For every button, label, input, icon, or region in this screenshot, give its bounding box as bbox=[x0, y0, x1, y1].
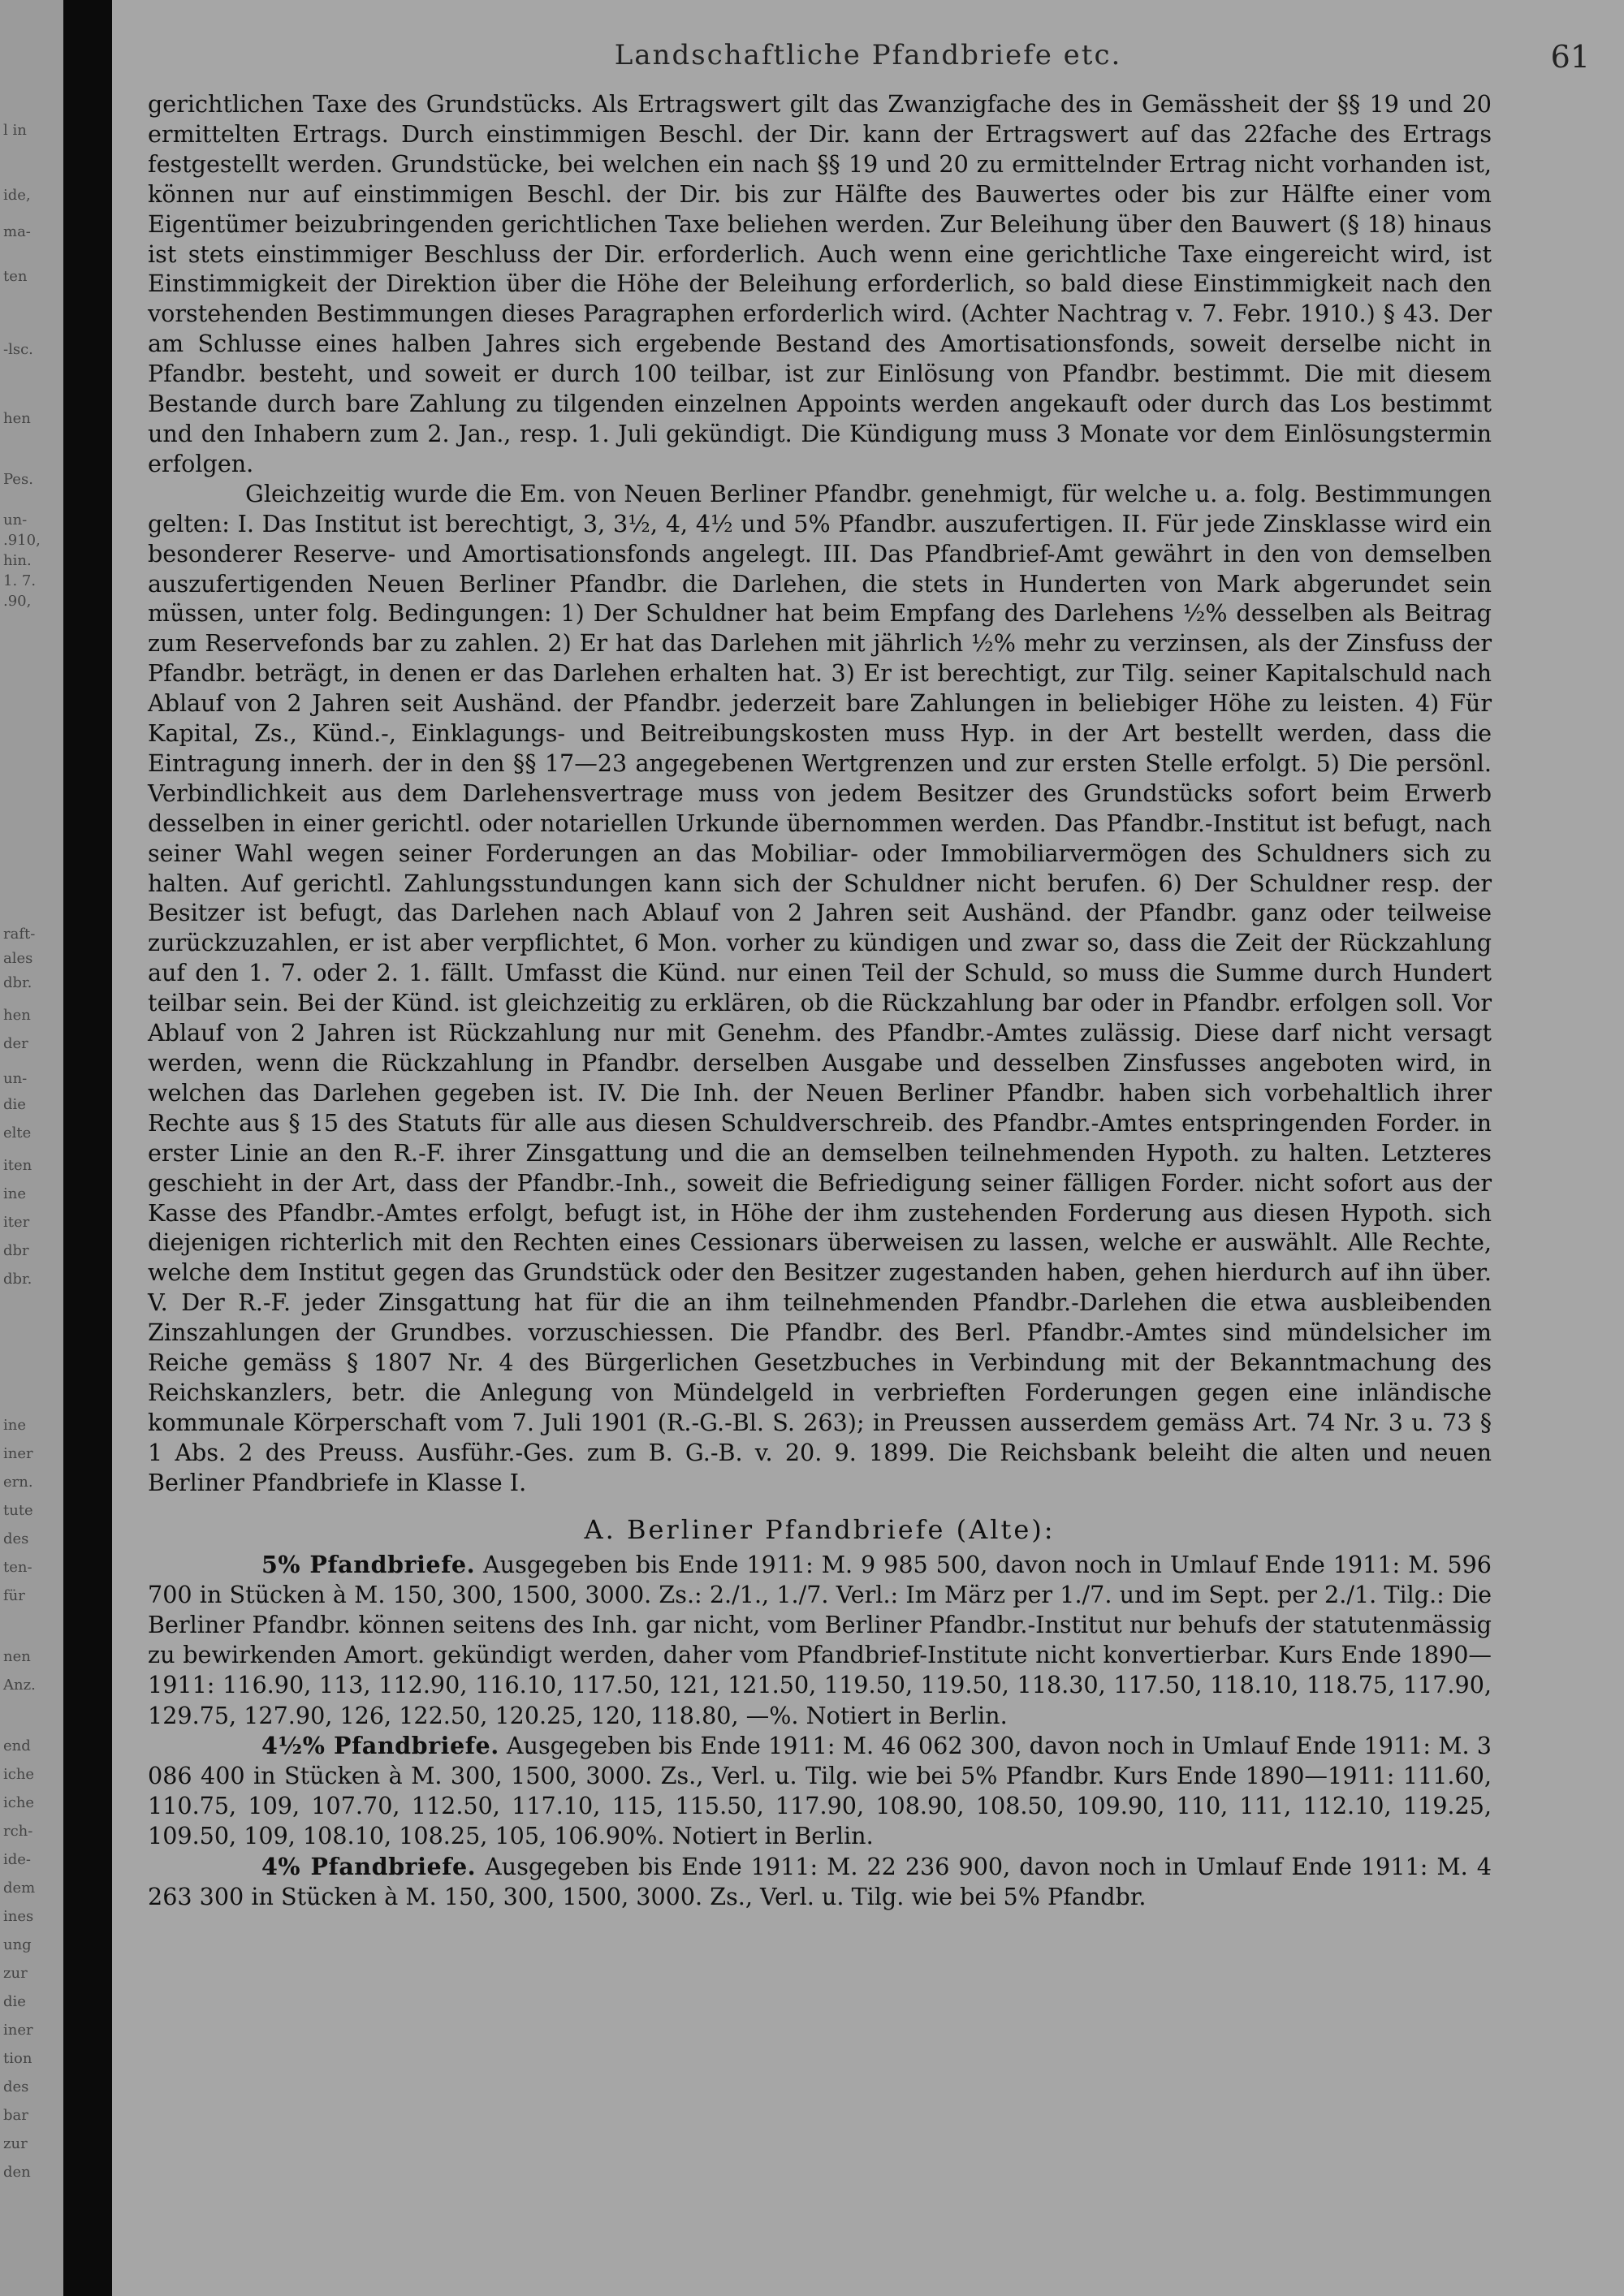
entry-lead: 4% Pfandbriefe. bbox=[261, 1852, 477, 1880]
previous-page-fragment: .910, bbox=[3, 532, 41, 549]
body-paragraph-continued: gerichtlichen Taxe des Grundstücks. Als Ertragswert gilt das Zwanzigfache des in Gemässheit der §§ 19 und 20 ermittelten Ertrags. Durch einstimmigen Beschl. der Dir. kann der Ertragswert auf das 22fache des Ertrags festgestellt werden. Grundstücke, bei welchen ein nach §§ 19 und 20 zu ermittelnder Ertrag nicht vorhanden ist, können nur auf einstimmigen Beschl. der Dir. bis zur Hälfte des Bauwertes oder bis zur Hälfte einer vom Eigentümer beizubringenden gerichtlichen Taxe beliehen werden. Zur Beleihung über den Bauwert (§ 18) hinaus ist stets einstimmiger Beschluss der Dir. erforderlich. Auch wenn eine gerichtliche Taxe eingereicht wird, ist Einstimmigkeit der Direktion über die Höhe der Beleihung erforderlich, so bald diese Einstimmigkeit nach den vorstehenden Bestimmungen dieses Paragraphen erforderlich wird. (Achter Nachtrag v. 7. Febr. 1910.) § 43. Der am Schlusse eines halben Jahres sich ergebende Bestand des Amortisationsfonds, soweit derselbe nicht in Pfandbr. besteht, und soweit er durch 100 teilbar, ist zur Einlösung von Pfandbr. bestimmt. Die mit diesem Bestande durch bare Zahlung zu tilgenden einzelnen Appoints werden angekauft oder durch das Los bestimmt und den Inhabern zum 2. Jan., resp. 1. Juli gekündigt. Die Kündigung muss 3 Monate vor dem Einlösungstermin erfolgen. bbox=[148, 90, 1492, 477]
previous-page-fragment: dbr. bbox=[3, 1271, 32, 1288]
previous-page-fragment: zur bbox=[3, 1965, 28, 1982]
previous-page-fragment: die bbox=[3, 1993, 26, 2010]
previous-page-fragment: tion bbox=[3, 2050, 32, 2067]
previous-page-fragment: für bbox=[3, 1587, 25, 1604]
entry-text: Ausgegeben bis Ende 1911: M. 46 062 300, davon noch in Umlauf Ende 1911: M. 3 086 400 in Stücken à M. 300, 1500, 3000. Zs., Verl. u. Tilg. wie bei 5% Pfandbr. Kurs Ende 1890—1911: 111.60, 110.75, 109, 107.70, 112.50, 117.10, 115, 115.50, 117.90, 108.90, 108.50, 109.90, 110, 111, 112.10, 119.25, 109.50, 109, 108.10, 108.25, 105, 106.90%. Notiert in Berlin. bbox=[148, 1731, 1492, 1850]
section-heading: A. Berliner Pfandbriefe (Alte): bbox=[584, 1513, 1056, 1545]
previous-page-fragment: zur bbox=[3, 2135, 28, 2152]
previous-page-fragment: des bbox=[3, 1530, 29, 1547]
previous-page-fragment: bar bbox=[3, 2107, 28, 2124]
previous-page-fragment: un- bbox=[3, 511, 28, 529]
previous-page-fragment: ung bbox=[3, 1936, 32, 1953]
previous-page-fragment: ten bbox=[3, 268, 28, 285]
previous-page-fragment: des bbox=[3, 2078, 29, 2095]
previous-page-fragment: iter bbox=[3, 1214, 30, 1231]
page-header bbox=[112, 39, 1624, 80]
previous-page-fragment: .90, bbox=[3, 593, 32, 610]
previous-page-fragment: iner bbox=[3, 1445, 33, 1462]
previous-page-fragment: ine bbox=[3, 1185, 27, 1202]
previous-page-fragment: dbr bbox=[3, 1242, 29, 1259]
previous-page-fragment: ide- bbox=[3, 1851, 32, 1868]
previous-page-fragment: hen bbox=[3, 1007, 31, 1024]
previous-page-fragment: die bbox=[3, 1096, 26, 1113]
previous-page-fragment: ma- bbox=[3, 223, 31, 240]
body-paragraph-neue-pfandbriefe: Gleichzeitig wurde die Em. von Neuen Berliner Pfandbr. genehmigt, für welche u. a. folg. Bestimmungen gelten: I. Das Institut ist berechtigt, 3, 3½, 4, 4½ und 5% Pfandbr. auszufertigen. II. Für jede Zinsklasse wird ein besonderer Reserve- und Amortisationsfonds angelegt. III. Das Pfandbrief-Amt gewährt in den von demselben auszufertigenden Neuen Berliner Pfandbr. die Darlehen, die stets in Hunderten von Mark abgerundet sein müssen, unter folg. Bedingungen: 1) Der Schuldner hat beim Empfang des Darlehens ½% desselben als Beitrag zum Reservefonds bar zu zahlen. 2) Er hat das Darlehen mit jährlich ½% mehr zu verzinsen, als der Zinsfuss der Pfandbr. beträgt, in denen er das Darlehen erhalten hat. 3) Er ist berechtigt, zur Tilg. seiner Kapitalschuld nach Ablauf von 2 Jahren seit Aushänd. der Pfandbr. jederzeit bare Zahlungen in beliebiger Höhe zu leisten. 4) Für Kapital, Zs., Künd.-, Einklagungs- und Beitreibungskosten muss Hyp. in der Art bestellt werden, dass die Eintragung innerh. der in den §§ 17—23 angegebenen Wertgrenzen und zur ersten Stelle erfolgt. 5) Die persönl. Verbindlichkeit aus dem Darlehensvertrage muss von jedem Besitzer des Grundstücks sofort beim Erwerb desselben in einer gerichtl. oder notariellen Urkunde übernommen werden. Das Pfandbr.-Institut ist befugt, nach seiner Wahl wegen seiner Forderungen an das Mobiliar- oder Immobiliarvermögen des Schuldners sich zu halten. Auf gerichtl. Zahlungsstundungen kann sich der Schuldner nicht berufen. 6) Der Schuldner resp. der Besitzer ist befugt, das Darlehen nach Ablauf von 2 Jahren seit Aushänd. der Pfandbr. ganz oder teilweise zurückzuzahlen, er ist aber verpflichtet, 6 Mon. vorher zu kündigen und zwar so, dass die Zeit der Rückzahlung auf den 1. 7. oder 2. 1. fällt. Umfasst die Künd. nur einen Teil der Schuld, so muss die Summe durch Hundert teilbar sein. Bei der Künd. ist gleichzeitig zu erklären, ob die Rückzahlung bar oder in Pfandbr. erfolgen soll. Vor Ablauf von 2 Jahren ist Rückzahlung nur mit Genehm. des Pfandbr.-Amtes zulässig. Diese darf nicht versagt werden, wenn die Rückzahlung in Pfandbr. derselben Ausgabe und desselben Zinsfusses angeboten wird, in welchen das Darlehen gegeben ist. IV. Die Inh. der Neuen Berliner Pfandbr. haben sich vorbehaltlich ihrer Rechte aus § 15 des Statuts für alle aus diesen Schuldverschreib. des Pfandbr.-Amtes entspringenden Forder. in erster Linie an den R.-F. ihrer Zinsgattung und die an demselben teilnehmenden Hypoth. zu halten. Letzteres geschieht in der Art, dass der Pfandbr.-Inh., soweit die Befriedigung seiner fälligen Forder. nicht sofort aus der Kasse des Pfandbr.-Amtes erfolgt, befugt ist, in Höhe der ihm zustehenden Forderung aus diesen Hypoth. sich diejenigen richterlich mit den Rechten eines Cessionars überweisen zu lassen, welche er auswählt. Alle Rechte, welche dem Institut gegen das Grundstück oder den Besitzer zugestanden haben, gehen hierdurch auf ihn über. V. Der R.-F. jeder Zinsgattung hat für die an ihm teilnehmenden Pfandbr.-Darlehen die etwa ausbleibenden Zinszahlungen der Grundbes. vorzuschiessen. Die Pfandbr. des Berl. Pfandbr.-Amtes sind mündelsicher im Reiche gemäss § 1807 Nr. 4 des Bürgerlichen Gesetzbuches in Verbindung mit der Bekanntmachung des Reichskanzlers, betr. die Anlegung von Mündelgeld in verbrieften Forderungen gegen eine inländische kommunale Körperschaft vom 7. Juli 1901 (R.-G.-Bl. S. 263); in Preussen ausserdem gemäss Art. 74 Nr. 3 u. 73 § 1 Abs. 2 des Preuss. Ausführ.-Ges. zum B. G.-B. v. 20. 9. 1899. Die Reichsbank beleiht die alten und neuen Berliner Pfandbriefe in Klasse I. bbox=[148, 479, 1492, 1496]
previous-page-fragment: un- bbox=[3, 1070, 28, 1087]
previous-page-fragment: nen bbox=[3, 1648, 31, 1665]
previous-page-fragment: l in bbox=[3, 122, 27, 139]
book-page bbox=[112, 0, 1624, 2296]
previous-page-fragment: der bbox=[3, 1035, 28, 1052]
entry-text: Ausgegeben bis Ende 1911: M. 9 985 500, davon noch in Umlauf Ende 1911: M. 596 700 in Stücken à M. 150, 300, 1500, 3000. Zs.: 2./1., 1./7. Verl.: Im März per 1./7. und im Sept. per 2./1. Tilg.: Die Berliner Pfandbr. können seitens des Inh. gar nicht, vom Berliner Pfandbr.-Institut nur behufs der statutenmässig zu bewirkenden Amort. gekündigt werden, daher vom Pfandbrief-Institute nicht konvertierbar. Kurs Ende 1890—1911: 116.90, 113, 112.90, 116.10, 117.50, 121, 121.50, 119.50, 119.50, 118.30, 117.50, 118.10, 118.75, 117.90, 129.75, 127.90, 126, 122.50, 120.25, 120, 118.80, —%. Notiert in Berlin. bbox=[148, 1550, 1492, 1729]
previous-page-fragment: ine bbox=[3, 1417, 27, 1434]
previous-page-fragment: 1. 7. bbox=[3, 572, 37, 589]
previous-page-fragment: Pes. bbox=[3, 471, 33, 488]
entry-lead: 4½% Pfandbriefe. bbox=[261, 1731, 499, 1759]
page-body bbox=[148, 89, 1492, 1912]
previous-page-fragment: iner bbox=[3, 2022, 33, 2039]
previous-page-fragment: tute bbox=[3, 1502, 33, 1519]
previous-page-fragment: end bbox=[3, 1737, 31, 1754]
previous-page-fragment: rch- bbox=[3, 1823, 33, 1840]
previous-page-fragment: iten bbox=[3, 1157, 32, 1174]
previous-page-fragment: iche bbox=[3, 1794, 35, 1811]
previous-page-fragment: ales bbox=[3, 950, 33, 967]
previous-page-fragment: raft- bbox=[3, 926, 36, 943]
page-number: 61 bbox=[1550, 39, 1590, 75]
previous-page-fragment: elte bbox=[3, 1124, 32, 1142]
entry-5-percent bbox=[148, 1550, 1492, 1731]
previous-page-fragment: ide, bbox=[3, 187, 31, 204]
book-gutter bbox=[63, 0, 112, 2296]
previous-page-fragment: ten- bbox=[3, 1559, 32, 1576]
running-head: Landschaftliche Pfandbriefe etc. bbox=[614, 39, 1122, 71]
previous-page-edge bbox=[0, 0, 63, 2296]
entry-text: Ausgegeben bis Ende 1911: M. 22 236 900, davon noch in Umlauf Ende 1911: M. 4 263 300 in Stücken à M. 150, 300, 1500, 3000. Zs., Verl. u. Tilg. wie bei 5% Pfandbr. bbox=[148, 1852, 1492, 1910]
previous-page-fragment: ern. bbox=[3, 1474, 33, 1491]
previous-page-fragment: den bbox=[3, 2164, 31, 2181]
entry-4-5-percent bbox=[148, 1731, 1492, 1852]
previous-page-fragment: iche bbox=[3, 1766, 35, 1783]
previous-page-fragment: ines bbox=[3, 1908, 34, 1925]
previous-page-fragment: hin. bbox=[3, 552, 32, 569]
entry-lead: 5% Pfandbriefe. bbox=[261, 1550, 476, 1578]
previous-page-fragment: Anz. bbox=[3, 1677, 36, 1694]
previous-page-fragment: dem bbox=[3, 1880, 36, 1897]
previous-page-fragment: -lsc. bbox=[3, 341, 33, 358]
previous-page-fragment: hen bbox=[3, 410, 31, 427]
previous-page-fragment: dbr. bbox=[3, 974, 32, 991]
entry-4-percent bbox=[148, 1852, 1492, 1912]
